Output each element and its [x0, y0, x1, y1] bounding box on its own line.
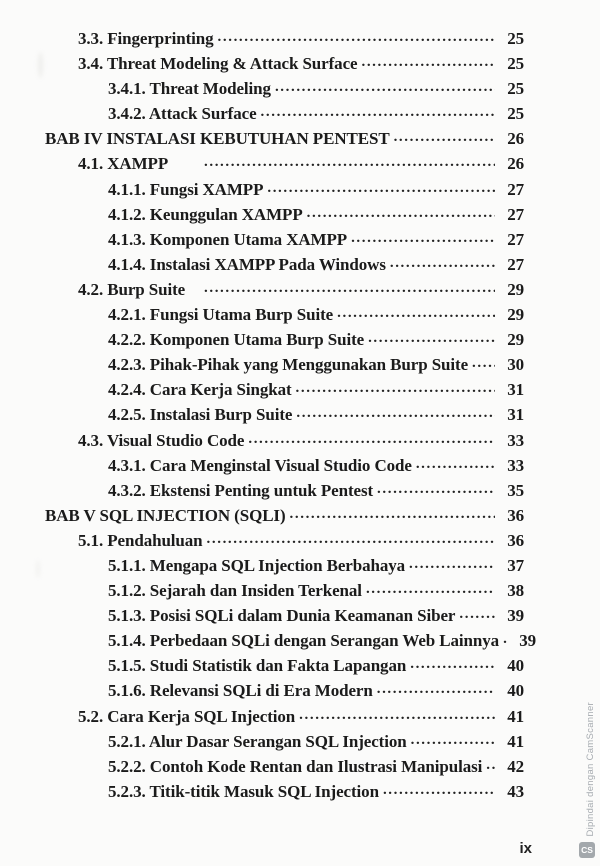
toc-page-number: 43 [507, 781, 524, 801]
toc-leader-dots [383, 780, 495, 797]
toc-page-number: 27 [507, 204, 524, 224]
toc-entry [45, 629, 537, 654]
toc-entry-title: 5.2. Cara Kerja SQL Injection [78, 706, 296, 726]
toc-entry-title: 5.1.4. Perbedaan SQLi dengan Serangan Web Lainnya [108, 631, 500, 651]
toc-leader-dots [218, 27, 495, 44]
toc-page-number: 40 [507, 681, 524, 701]
toc-page-number: 42 [507, 756, 524, 776]
camscanner-watermark-text: Dipindai dengan CamScanner [585, 702, 596, 837]
toc-entry [45, 705, 524, 730]
toc-entry-title: 5.1.2. Sejarah dan Insiden Terkenal [108, 581, 362, 601]
toc-page-number: 29 [507, 330, 524, 350]
scan-artifact [36, 560, 40, 578]
toc-entry [45, 178, 524, 203]
toc-page-number: 27 [507, 179, 524, 199]
toc-entry-title: 3.3. Fingerprinting [78, 29, 214, 48]
toc-leader-dots [410, 654, 495, 671]
toc-leader-dots [366, 579, 495, 596]
toc-entry-title: 5.2.2. Contoh Kode Rentan dan Ilustrasi Manipulasi [108, 756, 483, 776]
toc-leader-dots [299, 705, 495, 722]
toc-entry-title: 4.3.1. Cara Menginstal Visual Studio Code [108, 455, 412, 475]
page-number-footer: ix [519, 840, 532, 857]
toc-page-number: 38 [507, 581, 524, 601]
toc-leader-dots [337, 303, 495, 320]
toc-leader-dots [204, 152, 495, 169]
scan-artifact [38, 52, 43, 78]
toc-page-number: 25 [507, 29, 524, 48]
toc-leader-dots [409, 554, 495, 571]
toc-entry [45, 77, 524, 102]
toc-leader-dots [267, 178, 495, 195]
toc-leader-dots [207, 529, 495, 546]
toc-page-number: 26 [507, 154, 524, 174]
toc-leader-dots [472, 353, 495, 370]
toc-leader-dots [486, 755, 495, 772]
toc-entry [45, 529, 524, 554]
toc-leader-dots [361, 52, 495, 69]
toc-entry-title: 4.3.2. Ekstensi Penting untuk Pentest [108, 480, 374, 500]
toc-entry [45, 303, 524, 328]
toc-leader-dots [390, 253, 495, 270]
toc-entry [45, 203, 524, 228]
toc-page-number: 31 [507, 405, 524, 425]
toc-entry-title: 4.2.4. Cara Kerja Singkat [108, 380, 292, 400]
toc-leader-dots [503, 629, 507, 646]
toc-entry-title: 4.1. XAMPP [78, 154, 169, 174]
toc-entry [45, 127, 524, 152]
toc-entry [45, 604, 524, 629]
toc-page-number: 41 [507, 731, 524, 751]
toc-page-number: 31 [507, 380, 524, 400]
toc-entry-title: 4.1.1. Fungsi XAMPP [108, 179, 264, 199]
toc-leader-dots [296, 378, 495, 395]
toc-page-number: 29 [507, 305, 524, 325]
toc-entry-title: 4.2.1. Fungsi Utama Burp Suite [108, 305, 334, 325]
toc-leader-dots [261, 102, 495, 119]
toc-entry [45, 278, 524, 303]
toc-entry-title: 3.4. Threat Modeling & Attack Surface [78, 54, 358, 74]
toc-leader-dots [394, 127, 495, 144]
toc-entry-title: 4.1.2. Keunggulan XAMPP [108, 204, 303, 224]
toc-leader-dots [368, 328, 495, 345]
toc-entry [45, 554, 524, 579]
toc-leader-dots [377, 479, 495, 496]
toc-leader-dots [204, 278, 495, 295]
toc-entry-title: 4.2.5. Instalasi Burp Suite [108, 405, 293, 425]
toc-page-number: 39 [507, 606, 524, 626]
toc-entry [45, 730, 524, 755]
toc-entry-title: 5.2.1. Alur Dasar Serangan SQL Injection [108, 731, 407, 751]
toc-entry [45, 228, 524, 253]
toc-list [45, 27, 537, 805]
toc-leader-dots [416, 454, 495, 471]
toc-entry-title: BAB V SQL INJECTION (SQLI) [45, 505, 286, 525]
toc-entry [45, 102, 524, 127]
toc-entry-title: 4.3. Visual Studio Code [78, 430, 245, 450]
toc-leader-dots [411, 730, 495, 747]
toc-leader-dots [459, 604, 495, 621]
toc-page-number: 25 [507, 104, 524, 124]
toc-page-number: 37 [507, 555, 524, 575]
toc-page-number: 27 [507, 254, 524, 274]
toc-entry-title: 5.1.3. Posisi SQLi dalam Dunia Keamanan Siber [108, 606, 456, 626]
toc-entry-title: 5.1.6. Relevansi SQLi di Era Modern [108, 681, 373, 701]
toc-entry-title: 3.4.2. Attack Surface [108, 104, 257, 124]
toc-entry [45, 454, 524, 479]
toc-entry-title: 4.2.3. Pihak-Pihak yang Menggunakan Burp Suite [108, 355, 469, 375]
toc-entry [45, 654, 524, 679]
toc-entry-title: 4.2.2. Komponen Utama Burp Suite [108, 330, 365, 350]
camscanner-logo-text: CS [581, 845, 593, 855]
toc-entry [45, 780, 524, 805]
toc-entry [45, 328, 524, 353]
toc-page-number: 30 [507, 355, 524, 375]
camscanner-logo-badge [579, 842, 595, 858]
toc-entry [45, 353, 524, 378]
toc-entry-title: 4.1.4. Instalasi XAMPP Pada Windows [108, 254, 386, 274]
toc-entry-title: 4.2. Burp Suite [78, 279, 186, 299]
toc-page-number: 27 [507, 229, 524, 249]
toc-page-number: 36 [507, 530, 524, 550]
toc-leader-dots [351, 228, 495, 245]
toc-entry-title: 5.2.3. Titik-titik Masuk SQL Injection [108, 781, 379, 801]
toc-entry [45, 27, 524, 52]
toc-page-number: 33 [507, 430, 524, 450]
toc-leader-dots [290, 504, 495, 521]
toc-page-number: 35 [507, 480, 524, 500]
toc-page-number: 39 [519, 631, 537, 651]
toc-entry-title: BAB IV INSTALASI KEBUTUHAN PENTEST [45, 129, 390, 149]
toc-entry [45, 479, 524, 504]
toc-leader-dots [248, 429, 495, 446]
toc-leader-dots [307, 203, 495, 220]
toc-entry [45, 152, 524, 177]
toc-entry [45, 403, 524, 428]
toc-page-number: 25 [507, 54, 524, 74]
toc-entry-title: 5.1.1. Mengapa SQL Injection Berbahaya [108, 555, 406, 575]
toc-page-number: 36 [507, 505, 524, 525]
toc-entry [45, 679, 524, 704]
toc-entry [45, 253, 524, 278]
toc-page-number: 25 [507, 79, 524, 99]
toc-entry [45, 755, 524, 780]
toc-page-number: 40 [507, 656, 524, 676]
toc-entry-title: 4.1.3. Komponen Utama XAMPP [108, 229, 348, 249]
toc-entry-title: 3.4.1. Threat Modeling [108, 79, 271, 99]
toc-page-number: 26 [507, 129, 524, 149]
toc-entry-title: 5.1. Pendahuluan [78, 530, 203, 550]
toc-leader-dots [296, 403, 495, 420]
toc-entry-title: 5.1.5. Studi Statistik dan Fakta Lapangan [108, 656, 407, 676]
toc-entry [45, 52, 524, 77]
toc-page-number: 29 [507, 279, 524, 299]
toc-leader-dots [377, 679, 495, 696]
toc-page-number: 41 [507, 706, 524, 726]
toc-page-number: 33 [507, 455, 524, 475]
toc-entry [45, 429, 524, 454]
toc-leader-dots [275, 77, 495, 94]
toc-entry [45, 378, 524, 403]
toc-entry [45, 504, 524, 529]
toc-entry [45, 579, 524, 604]
